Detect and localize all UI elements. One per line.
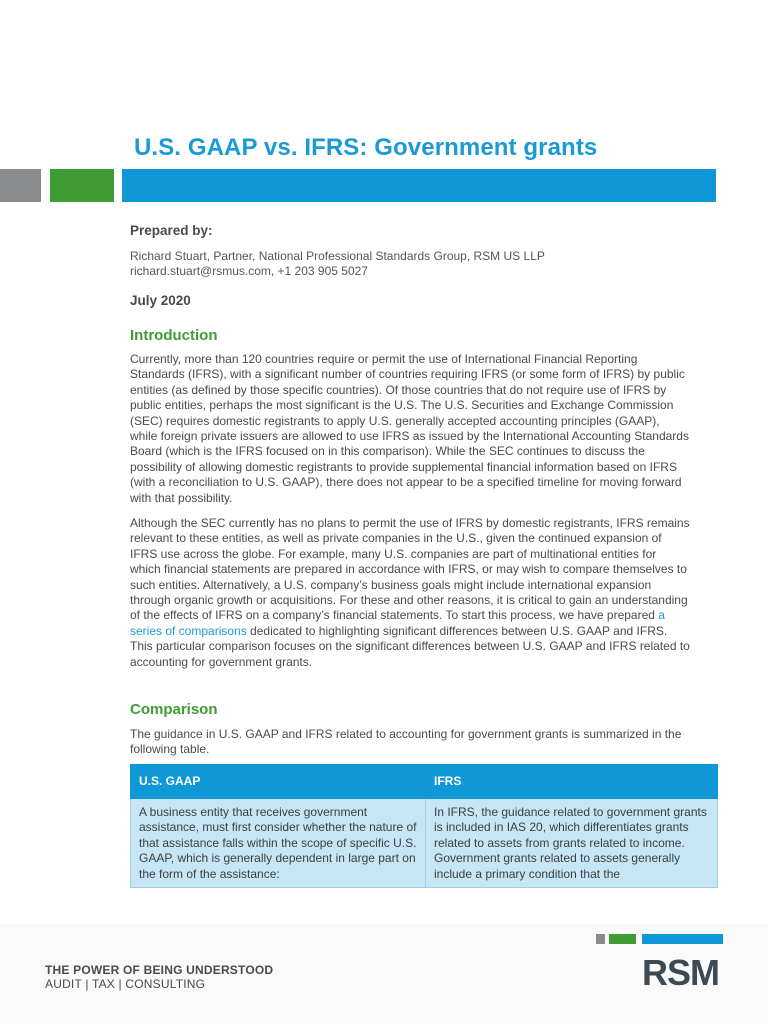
- author-line: Richard Stuart, Partner, National Professional Standards Group, RSM US LLP: [130, 249, 545, 263]
- rsm-logo: RSM: [642, 952, 719, 993]
- logo-bar-blue: [642, 934, 723, 944]
- publication-date: July 2020: [130, 293, 191, 308]
- table-row: [131, 799, 718, 888]
- comparison-table: [130, 764, 718, 888]
- logo-bar-gray: [596, 934, 605, 944]
- column-header-us-gaap: U.S. GAAP: [131, 765, 426, 799]
- table-cell-us-gaap: A business entity that receives government assistance, must first consider whether the nature of that assistance falls within the scope of specific U.S. GAAP, which is generally dependent in large part on the form of the assistance:: [131, 799, 426, 888]
- prepared-by-heading: Prepared by:: [130, 223, 213, 238]
- comparison-paragraph: The guidance in U.S. GAAP and IFRS related to accounting for government grants is summarized in the following table.: [130, 727, 682, 757]
- table-header-row: [131, 765, 718, 799]
- introduction-paragraph-1: Currently, more than 120 countries require or permit the use of International Financial Reporting Standards (IFRS), with a significant number of countries requiring IFRS (or some form of IFRS) by public entities (as defined by those specific countries). Of those countries that do not require use of IFRS by public entities, perhaps the most significant is the U.S. The U.S. Securities and Exchange Commission (SEC) requires domestic registrants to apply U.S. generally accepted accounting principles (GAAP), while foreign private issuers are allowed to use IFRS as issued by the International Accounting Standards Board (which is the IFRS focused on in this comparison). While the SEC continues to discuss the possibility of allowing domestic registrants to provide supplemental financial information based on IFRS (with a reconciliation to U.S. GAAP), there does not appear to be a specified timeline for moving forward with that possibility.: [130, 352, 689, 505]
- table-cell-ifrs: In IFRS, the guidance related to government grants is included in IAS 20, which differentiates grants related to assets from grants related to income. Government grants related to assets generally include a primary condition that the: [426, 799, 718, 888]
- header-bar-blue: [122, 169, 716, 202]
- logo-bar-green: [609, 934, 636, 944]
- document-title: U.S. GAAP vs. IFRS: Government grants: [134, 134, 598, 161]
- header-bar-green: [50, 169, 114, 202]
- column-header-ifrs: IFRS: [426, 765, 718, 799]
- footer-tagline: THE POWER OF BEING UNDERSTOOD: [45, 963, 274, 977]
- header-bar-gray: [0, 169, 41, 202]
- footer-services: AUDIT | TAX | CONSULTING: [45, 977, 206, 991]
- introduction-heading: Introduction: [130, 327, 218, 344]
- introduction-paragraph-2: Although the SEC currently has no plans to permit the use of IFRS by domestic registrants, IFRS remains relevant to these entities, as well as private companies in the U.S., given the continued expansion of IFRS use across the globe. For example, many U.S. companies are part of multinational entities for which financial statements are prepared in accordance with IFRS, or may wish to compare themselves to such entities. Alternatively, a U.S. company’s business goals might include international expansion through organic growth or acquisitions. For these and other reasons, it is critical to gain an understanding of the effects of IFRS on a company’s financial statements. To start this process, we have prepared a series of comparisons dedicated to highlighting significant differences between U.S. GAAP and IFRS. This particular comparison focuses on the significant differences between U.S. GAAP and IFRS related to accounting for government grants.: [130, 516, 690, 669]
- author-contact: richard.stuart@rsmus.com, +1 203 905 5027: [130, 264, 368, 278]
- comparison-heading: Comparison: [130, 701, 218, 718]
- series-of-comparisons-link[interactable]: a series of comparisons: [130, 608, 665, 638]
